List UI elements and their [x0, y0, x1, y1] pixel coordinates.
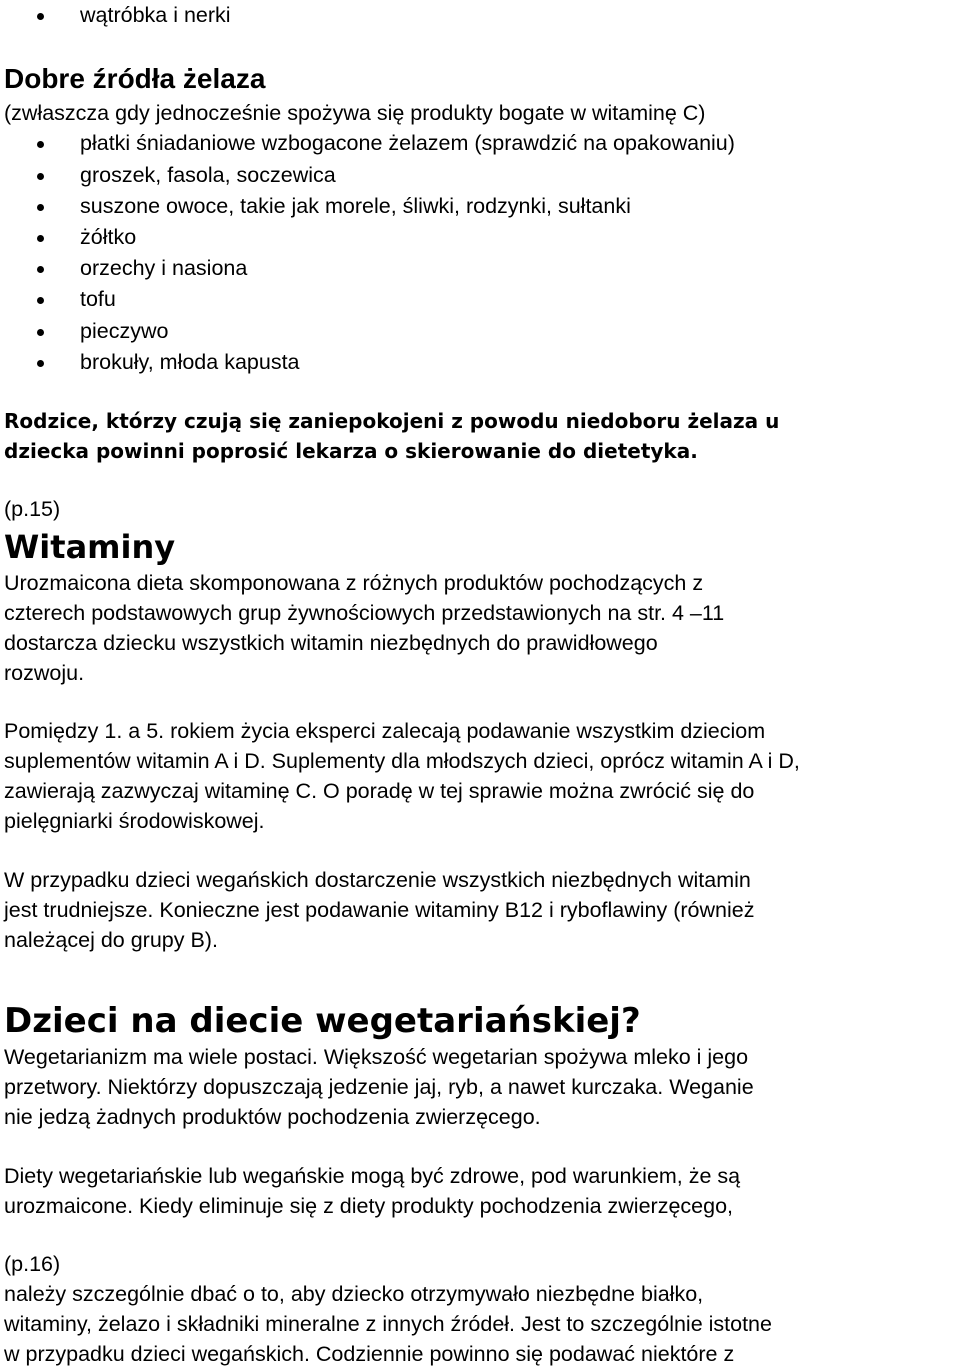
page-reference: (p.16) — [4, 1252, 61, 1276]
paragraph-line: urozmaicone. Kiedy eliminuje się z diety produkty pochodzenia zwierzęcego, — [4, 1194, 733, 1218]
paragraph-line: zawierają zazwyczaj witaminę C. O poradę w tej sprawie można zwrócić się do — [4, 779, 755, 803]
bullet-icon — [37, 13, 44, 20]
bullet-icon — [37, 266, 44, 273]
bullet-icon — [37, 141, 44, 148]
vegetarian-heading: Dzieci na diecie wegetariańskiej? — [4, 1001, 641, 1041]
paragraph-line: dostarcza dziecku wszystkich witamin niezbędnych do prawidłowego — [4, 631, 658, 655]
paragraph-line: przetwory. Niektórzy dopuszczają jedzenie jaj, ryb, a nawet kurczaka. Weganie — [4, 1075, 754, 1099]
iron-note-line: dziecka powinni poprosić lekarza o skierowanie do dietetyka. — [4, 439, 698, 463]
paragraph-line: jest trudniejsze. Konieczne jest podawanie witaminy B12 i ryboflawiny (również — [4, 898, 755, 922]
page-reference: (p.15) — [4, 497, 61, 521]
iron-heading: Dobre źródła żelaza — [4, 63, 266, 94]
paragraph-line: rozwoju. — [4, 661, 85, 685]
paragraph-line: należącej do grupy B). — [4, 928, 218, 952]
paragraph-line: witaminy, żelazo i składniki mineralne z innych źródeł. Jest to szczególnie istotne — [4, 1312, 772, 1336]
vitamins-heading: Witaminy — [4, 528, 176, 566]
paragraph-line: Wegetarianizm ma wiele postaci. Większość wegetarian spożywa mleko i jego — [4, 1045, 749, 1069]
paragraph-line: Urozmaicona dieta skomponowana z różnych produktów pochodzących z — [4, 571, 704, 595]
bullet-icon — [37, 173, 44, 180]
paragraph-line: Diety wegetariańskie lub wegańskie mogą być zdrowe, pod warunkiem, że są — [4, 1164, 741, 1188]
paragraph-line: pielęgniarki środowiskowej. — [4, 809, 265, 833]
bullet-icon — [37, 204, 44, 211]
bullet-icon — [37, 235, 44, 242]
bullet-icon — [37, 297, 44, 304]
iron-subheading: (zwłaszcza gdy jednocześnie spożywa się produkty bogate w witaminę C) — [4, 101, 706, 125]
iron-note-line: Rodzice, którzy czują się zaniepokojeni z powodu niedoboru żelaza u — [4, 409, 780, 433]
paragraph-line: w przypadku dzieci wegańskich. Codziennie powinno się podawać niektóre z — [4, 1342, 735, 1366]
bullet-icon — [37, 360, 44, 367]
paragraph-line: nie jedzą żadnych produktów pochodzenia zwierzęcego. — [4, 1105, 541, 1129]
paragraph-line: należy szczególnie dbać o to, aby dziecko otrzymywało niezbędne białko, — [4, 1282, 704, 1306]
paragraph-line: W przypadku dzieci wegańskich dostarczenie wszystkich niezbędnych witamin — [4, 868, 751, 892]
bullet-icon — [37, 329, 44, 336]
paragraph-line: suplementów witamin A i D. Suplementy dla młodszych dzieci, oprócz witamin A i D, — [4, 749, 800, 773]
paragraph-line: czterech podstawowych grup żywnościowych przedstawionych na str. 4 –11 — [4, 601, 725, 625]
paragraph-line: Pomiędzy 1. a 5. rokiem życia eksperci zalecają podawanie wszystkim dzieciom — [4, 719, 766, 743]
document-page: wątróbka i nerki Dobre źródła żelaza (zwłaszcza gdy jednocześnie spożywa się produkty bogate w witaminę C) płatki śniadaniowe wzbogacone żelazem (sprawdzić na opakowaniu) groszek, fasola, soczewica suszone owoce, takie jak morele, śliwki, rodzynki, sułtanki żółtko orzechy i nasiona tofu pieczywo brokuły, młoda kapusta Rodzice, którzy czują się zaniepokojeni z powodu niedoboru żelaza u dziecka powinni poprosić lekarza o skierowanie do dietetyka. (p.15) Witaminy Urozmaicona dieta skomponowana z różnych produktów pochodzących z czterech podstawowych grup żywnościowych przedstawionych na str. 4 –11 dostarcza dziecku wszystkich witamin niezbędnych do prawidłowego rozwoju. Pomiędzy 1. a 5. rokiem życia eksperci zalecają podawanie wszystkim dzieciom suplementów witamin A i D. Suplementy dla młodszych dzieci, oprócz witamin A i D, zawierają zazwyczaj witaminę C. O poradę w tej sprawie można zwrócić się do pielęgniarki środowiskowej. W przypadku dzieci wegańskich dostarczenie wszystkich niezbędnych witamin jest trudniejsze. Konieczne jest podawanie witaminy B12 i ryboflawiny (również należącej do grupy B). Dzieci na diecie wegetariańskiej? Wegetarianizm ma wiele postaci. Większość wegetarian spożywa mleko i jego przetwory. Niektórzy dopuszczają jedzenie jaj, ryb, a nawet kurczaka. Weganie nie jedzą żadnych produktów pochodzenia zwierzęcego. Diety wegetariańskie lub wegańskie mogą być zdrowe, pod warunkiem, że są urozmaicone. Kiedy eliminuje się z diety produkty pochodzenia zwierzęcego, (p.16) należy szczególnie dbać o to, aby dziecko otrzymywało niezbędne białko, witaminy, żelazo i składniki mineralne z innych źródeł. Jest to szczególnie istotne w przypadku dzieci wegańskich. Codziennie powinno się podawać niektóre z — [0, 0, 960, 1370]
